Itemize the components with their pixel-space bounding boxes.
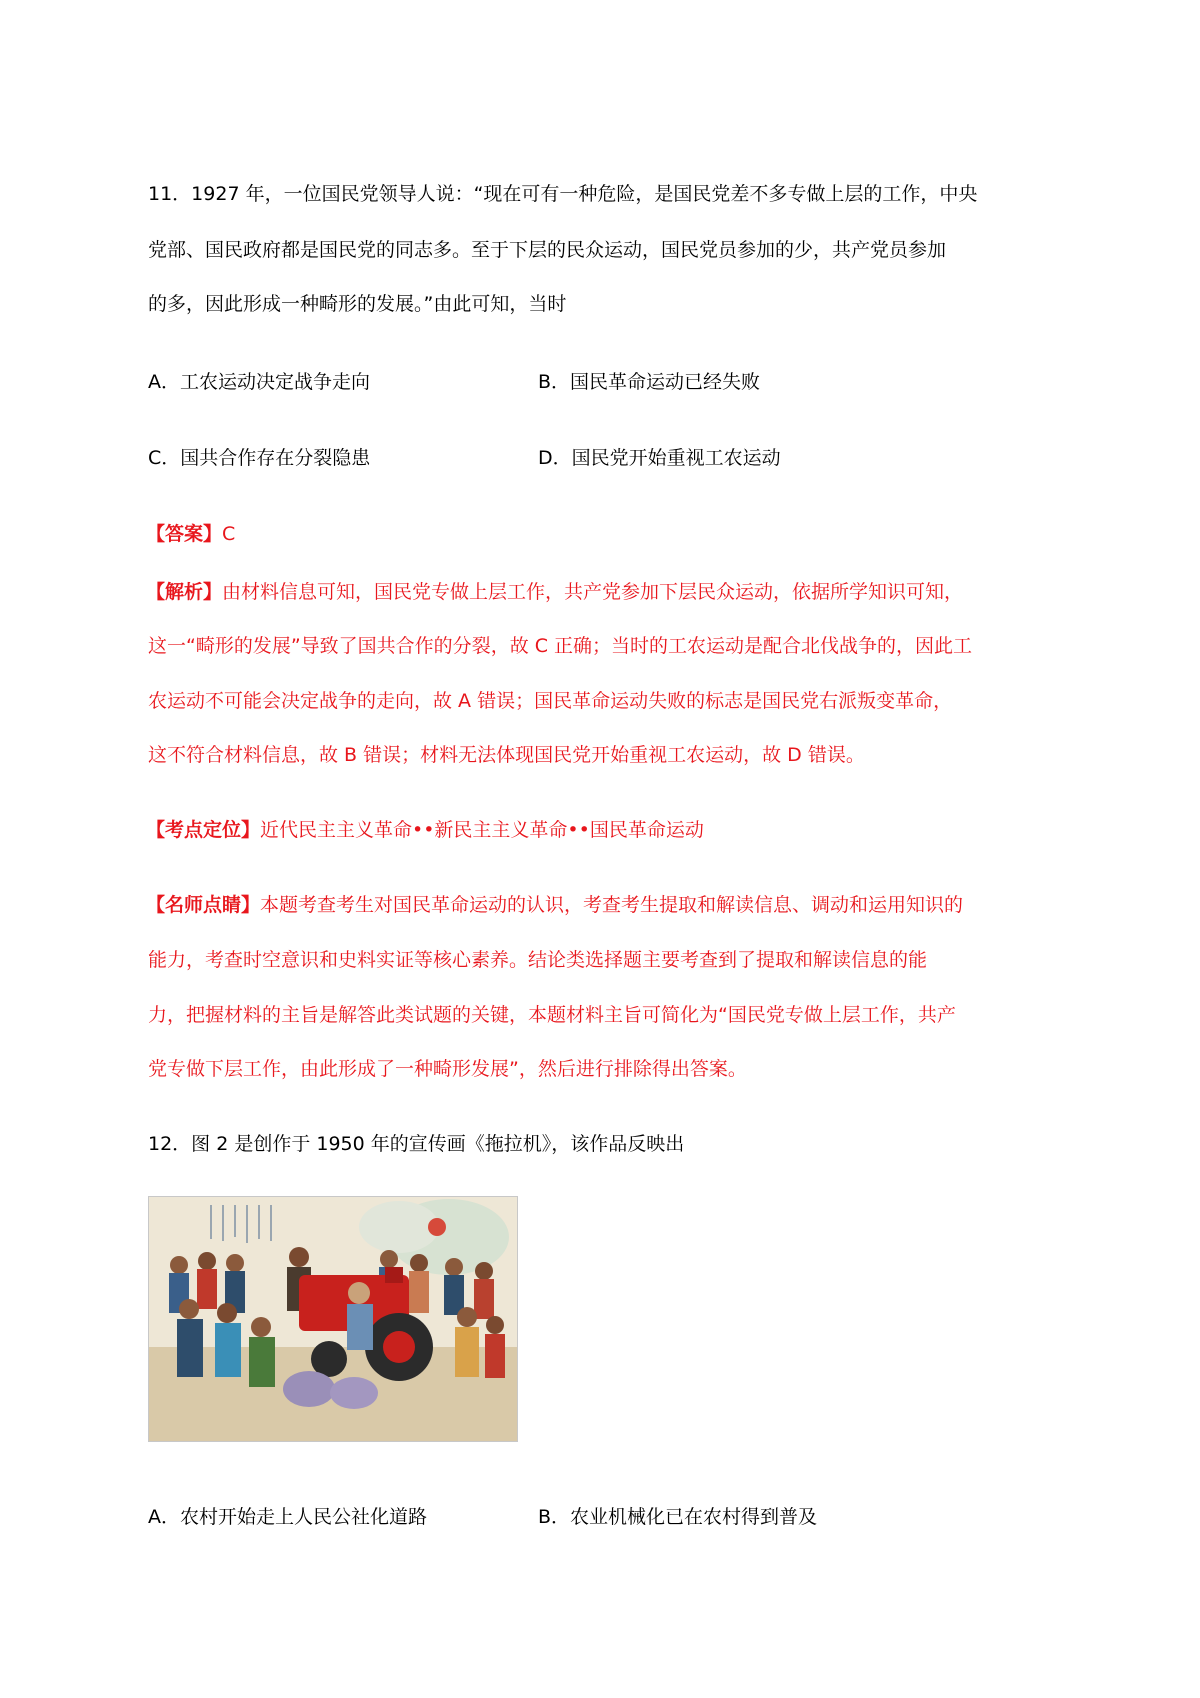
q11-analysis-line-2: 这一“畸形的发展”导致了国共合作的分裂，故 C 正确；当时的工农运动是配合北伐战争的，因此工: [148, 635, 973, 657]
painting-sack-2: [330, 1377, 378, 1409]
q11-stem-line-2: 党部、国民政府都是国民党的同志多。至于下层的民众运动，国民党员参加的少，共产党员参加: [148, 239, 947, 261]
q11-answer: [146, 522, 235, 546]
q11-mingshi-line-2: 能力，考查时空意识和史料实证等核心素养。结论类选择题主要考查到了提取和解读信息的能: [148, 949, 928, 971]
tractor-painting-illustration: [149, 1197, 517, 1441]
q11-mingshi-line-3: 力，把握材料的主旨是解答此类试题的关键，本题材料主旨可简化为“国民党专做上层工作，共产: [148, 1004, 956, 1026]
q11-analysis-line-3: 农运动不可能会决定战争的走向，故 A 错误；国民革命运动失败的标志是国民党右派叛变革命，: [148, 690, 953, 712]
kaodian-text: 近代民主主义革命••新民主主义革命••国民革命运动: [260, 819, 704, 841]
analysis-tag: 【解析】: [146, 581, 223, 603]
answer-tag: 【答案】: [146, 523, 223, 545]
painting-sack: [283, 1371, 335, 1407]
painting-figure-in-tree: [428, 1218, 446, 1236]
q11-option-d: D．国民党开始重视工农运动: [538, 447, 781, 469]
q11-mingshi-line-4: 党专做下层工作，由此形成了一种畸形发展”，然后进行排除得出答案。: [148, 1058, 747, 1080]
q11-option-b: B．国民革命运动已经失败: [538, 371, 761, 393]
tractor-painting-image: [148, 1196, 518, 1442]
q11-analysis-line-1: [146, 580, 963, 604]
q11-stem-line-3: 的多，因此形成一种畸形的发展。”由此可知，当时: [148, 293, 567, 315]
q11-option-a: A．工农运动决定战争走向: [148, 371, 370, 393]
painting-tree-2: [359, 1201, 439, 1253]
q11-analysis-line-4: 这不符合材料信息，故 B 错误；材料无法体现国民党开始重视工农运动，故 D 错误。: [148, 744, 865, 766]
q12-option-a: A．农村开始走上人民公社化道路: [148, 1506, 427, 1528]
answer-value: C: [222, 523, 236, 545]
kaodian-tag: 【考点定位】: [146, 819, 261, 841]
mingshi-tag: 【名师点睛】: [146, 894, 261, 916]
q11-stem-line-1: 11．1927 年，一位国民党领导人说：“现在可有一种危险，是国民党差不多专做上层的工作，中央: [148, 183, 978, 205]
q12-stem: 12．图 2 是创作于 1950 年的宣传画《拖拉机》，该作品反映出: [148, 1133, 685, 1155]
q11-mingshi-line-1: [146, 893, 963, 917]
analysis-text: 由材料信息可知，国民党专做上层工作，共产党参加下层民众运动，依据所学知识可知，: [222, 581, 964, 603]
q11-option-c: C．国共合作存在分裂隐患: [148, 447, 371, 469]
q11-kaodian: [146, 818, 704, 842]
q12-option-b: B．农业机械化已在农村得到普及: [538, 1506, 818, 1528]
mingshi-text: 本题考查考生对国民革命运动的认识，考查考生提取和解读信息、调动和运用知识的: [260, 894, 964, 916]
